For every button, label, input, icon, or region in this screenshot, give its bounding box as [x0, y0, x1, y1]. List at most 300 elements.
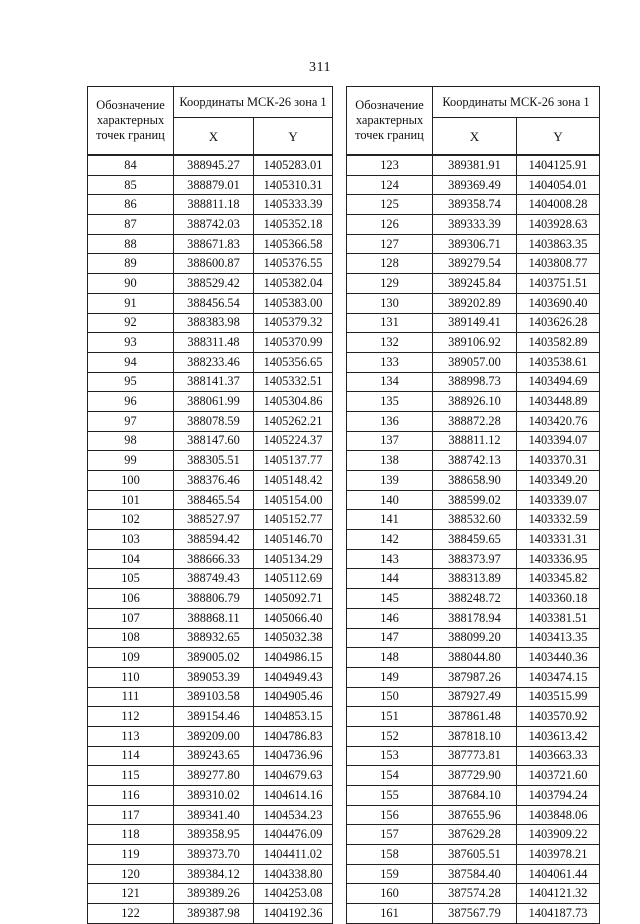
table-row [347, 333, 600, 353]
y-coordinate-cell: 1403663.33 [517, 746, 600, 766]
page-number: 311 [309, 60, 331, 75]
table-row [88, 569, 333, 589]
point-number-cell: 138 [347, 451, 433, 471]
x-coordinate-cell: 388806.79 [174, 589, 254, 609]
x-coordinate-cell: 388666.33 [174, 549, 254, 569]
y-coordinate-cell: 1404192.36 [254, 904, 333, 924]
point-number-cell: 84 [88, 155, 174, 175]
y-coordinate-cell: 1405137.77 [254, 451, 333, 471]
y-coordinate-cell: 1404338.80 [254, 864, 333, 884]
point-number-cell: 120 [88, 864, 174, 884]
y-column-header: Y [517, 118, 600, 156]
x-coordinate-cell: 389277.80 [174, 766, 254, 786]
point-number-cell: 159 [347, 864, 433, 884]
point-number-cell: 115 [88, 766, 174, 786]
y-coordinate-cell: 1403808.77 [517, 254, 600, 274]
x-coordinate-cell: 388248.72 [433, 589, 517, 609]
x-coordinate-cell: 388141.37 [174, 372, 254, 392]
y-coordinate-cell: 1405066.40 [254, 608, 333, 628]
y-coordinate-cell: 1403370.31 [517, 451, 600, 471]
point-number-cell: 96 [88, 392, 174, 412]
x-coordinate-cell: 387861.48 [433, 707, 517, 727]
x-coordinate-cell: 388459.65 [433, 530, 517, 550]
x-coordinate-cell: 388926.10 [433, 392, 517, 412]
point-number-cell: 129 [347, 274, 433, 294]
y-coordinate-cell: 1404187.73 [517, 904, 600, 924]
y-coordinate-cell: 1404679.63 [254, 766, 333, 786]
point-number-cell: 98 [88, 431, 174, 451]
x-coordinate-cell: 387574.28 [433, 884, 517, 904]
point-number-cell: 126 [347, 215, 433, 235]
table-row [88, 805, 333, 825]
point-number-cell: 91 [88, 293, 174, 313]
x-coordinate-cell: 389005.02 [174, 648, 254, 668]
table-row [347, 805, 600, 825]
point-number-cell: 132 [347, 333, 433, 353]
y-coordinate-cell: 1405379.32 [254, 313, 333, 333]
table-row [88, 786, 333, 806]
point-number-cell: 137 [347, 431, 433, 451]
point-number-cell: 116 [88, 786, 174, 806]
x-coordinate-cell: 388811.12 [433, 431, 517, 451]
x-coordinate-cell: 387567.79 [433, 904, 517, 924]
point-number-cell: 107 [88, 608, 174, 628]
point-number-cell: 102 [88, 510, 174, 530]
x-coordinate-cell: 389381.91 [433, 155, 517, 175]
y-coordinate-cell: 1403863.35 [517, 234, 600, 254]
x-coordinate-cell: 388044.80 [433, 648, 517, 668]
point-number-cell: 161 [347, 904, 433, 924]
x-coordinate-cell: 387629.28 [433, 825, 517, 845]
y-coordinate-cell: 1405283.01 [254, 155, 333, 175]
point-number-cell: 152 [347, 726, 433, 746]
point-number-cell: 151 [347, 707, 433, 727]
x-coordinate-cell: 387987.26 [433, 667, 517, 687]
x-coordinate-cell: 387584.40 [433, 864, 517, 884]
y-coordinate-cell: 1403474.15 [517, 667, 600, 687]
y-coordinate-cell: 1403909.22 [517, 825, 600, 845]
table-row [88, 707, 333, 727]
table-row [347, 411, 600, 431]
table-row [347, 786, 600, 806]
y-coordinate-cell: 1405154.00 [254, 490, 333, 510]
table-row [88, 825, 333, 845]
x-coordinate-cell: 388658.90 [433, 471, 517, 491]
x-coordinate-cell: 387927.49 [433, 687, 517, 707]
x-coordinate-cell: 389384.12 [174, 864, 254, 884]
point-number-cell: 145 [347, 589, 433, 609]
table-row [347, 667, 600, 687]
y-coordinate-cell: 1404476.09 [254, 825, 333, 845]
x-coordinate-cell: 389279.54 [433, 254, 517, 274]
point-number-cell: 94 [88, 352, 174, 372]
point-number-cell: 112 [88, 707, 174, 727]
x-coordinate-cell: 388532.60 [433, 510, 517, 530]
y-coordinate-cell: 1405383.00 [254, 293, 333, 313]
point-number-cell: 146 [347, 608, 433, 628]
point-number-cell: 149 [347, 667, 433, 687]
table-row [347, 845, 600, 865]
table-row [88, 293, 333, 313]
x-coordinate-cell: 388178.94 [433, 608, 517, 628]
y-coordinate-cell: 1405262.21 [254, 411, 333, 431]
y-coordinate-cell: 1403448.89 [517, 392, 600, 412]
x-coordinate-cell: 389106.92 [433, 333, 517, 353]
y-coordinate-cell: 1405134.29 [254, 549, 333, 569]
x-coordinate-cell: 389358.74 [433, 195, 517, 215]
x-coordinate-cell: 389209.00 [174, 726, 254, 746]
x-coordinate-cell: 388868.11 [174, 608, 254, 628]
point-number-cell: 139 [347, 471, 433, 491]
table-row [347, 864, 600, 884]
table-row [88, 864, 333, 884]
point-number-cell: 125 [347, 195, 433, 215]
point-number-cell: 103 [88, 530, 174, 550]
table-row [347, 726, 600, 746]
y-coordinate-cell: 1404061.44 [517, 864, 600, 884]
table-body-right [347, 155, 600, 923]
point-number-cell: 127 [347, 234, 433, 254]
table-row [347, 293, 600, 313]
y-coordinate-cell: 1405304.86 [254, 392, 333, 412]
coordinates-table-left [87, 86, 333, 924]
table-row [347, 392, 600, 412]
table-row [88, 313, 333, 333]
y-coordinate-cell: 1404736.96 [254, 746, 333, 766]
y-coordinate-cell: 1403570.92 [517, 707, 600, 727]
point-number-cell: 141 [347, 510, 433, 530]
point-number-cell: 157 [347, 825, 433, 845]
x-coordinate-cell: 388945.27 [174, 155, 254, 175]
point-number-cell: 148 [347, 648, 433, 668]
y-coordinate-cell: 1404121.32 [517, 884, 600, 904]
point-number-cell: 131 [347, 313, 433, 333]
table-row [347, 490, 600, 510]
point-number-cell: 140 [347, 490, 433, 510]
table-row [88, 549, 333, 569]
x-coordinate-cell: 388061.99 [174, 392, 254, 412]
x-coordinate-cell: 389245.84 [433, 274, 517, 294]
point-number-cell: 121 [88, 884, 174, 904]
y-coordinate-cell: 1405352.18 [254, 215, 333, 235]
table-row [88, 411, 333, 431]
point-number-cell: 133 [347, 352, 433, 372]
y-coordinate-cell: 1404853.15 [254, 707, 333, 727]
table-row [88, 274, 333, 294]
x-coordinate-cell: 389373.70 [174, 845, 254, 865]
point-number-cell: 156 [347, 805, 433, 825]
x-coordinate-cell: 388383.98 [174, 313, 254, 333]
x-coordinate-cell: 389149.41 [433, 313, 517, 333]
y-coordinate-cell: 1405146.70 [254, 530, 333, 550]
table-row [347, 215, 600, 235]
point-number-cell: 114 [88, 746, 174, 766]
table-row [88, 746, 333, 766]
point-designation-header: Обозначение характерных точек границ [88, 87, 174, 156]
table-row [347, 234, 600, 254]
table-row [88, 175, 333, 195]
point-number-cell: 90 [88, 274, 174, 294]
point-number-cell: 110 [88, 667, 174, 687]
y-coordinate-cell: 1403381.51 [517, 608, 600, 628]
y-coordinate-cell: 1405366.58 [254, 234, 333, 254]
coordinates-group-header: Координаты МСК-26 зона 1 [174, 87, 333, 118]
y-coordinate-cell: 1403349.20 [517, 471, 600, 491]
y-coordinate-cell: 1403613.42 [517, 726, 600, 746]
table-row [88, 904, 333, 924]
x-coordinate-cell: 389333.39 [433, 215, 517, 235]
y-coordinate-cell: 1403626.28 [517, 313, 600, 333]
point-number-cell: 143 [347, 549, 433, 569]
y-coordinate-cell: 1405332.51 [254, 372, 333, 392]
table-row [88, 766, 333, 786]
y-coordinate-cell: 1405333.39 [254, 195, 333, 215]
y-coordinate-cell: 1403413.35 [517, 628, 600, 648]
table-row [88, 510, 333, 530]
x-coordinate-cell: 389306.71 [433, 234, 517, 254]
point-number-cell: 136 [347, 411, 433, 431]
x-coordinate-cell: 389057.00 [433, 352, 517, 372]
x-coordinate-cell: 388749.43 [174, 569, 254, 589]
x-coordinate-cell: 389358.95 [174, 825, 254, 845]
x-coordinate-cell: 387655.96 [433, 805, 517, 825]
point-number-cell: 101 [88, 490, 174, 510]
table-row [88, 845, 333, 865]
table-row [347, 471, 600, 491]
x-column-header: X [433, 118, 517, 156]
x-coordinate-cell: 388078.59 [174, 411, 254, 431]
table-row [347, 569, 600, 589]
y-coordinate-cell: 1405382.04 [254, 274, 333, 294]
point-number-cell: 89 [88, 254, 174, 274]
x-coordinate-cell: 388594.42 [174, 530, 254, 550]
table-row [347, 648, 600, 668]
y-coordinate-cell: 1403978.21 [517, 845, 600, 865]
table-row [347, 687, 600, 707]
y-coordinate-cell: 1403420.76 [517, 411, 600, 431]
table-row [88, 687, 333, 707]
x-coordinate-cell: 387773.81 [433, 746, 517, 766]
table-row [347, 825, 600, 845]
y-coordinate-cell: 1405356.65 [254, 352, 333, 372]
point-number-cell: 135 [347, 392, 433, 412]
x-coordinate-cell: 388742.03 [174, 215, 254, 235]
x-coordinate-cell: 388932.65 [174, 628, 254, 648]
point-number-cell: 134 [347, 372, 433, 392]
table-row [347, 274, 600, 294]
y-coordinate-cell: 1404905.46 [254, 687, 333, 707]
y-coordinate-cell: 1404411.02 [254, 845, 333, 865]
point-number-cell: 104 [88, 549, 174, 569]
y-coordinate-cell: 1403794.24 [517, 786, 600, 806]
x-coordinate-cell: 387605.51 [433, 845, 517, 865]
table-row [347, 431, 600, 451]
y-coordinate-cell: 1404253.08 [254, 884, 333, 904]
point-number-cell: 119 [88, 845, 174, 865]
point-number-cell: 95 [88, 372, 174, 392]
x-coordinate-cell: 388527.97 [174, 510, 254, 530]
x-coordinate-cell: 388373.97 [433, 549, 517, 569]
y-coordinate-cell: 1405310.31 [254, 175, 333, 195]
y-coordinate-cell: 1405092.71 [254, 589, 333, 609]
y-coordinate-cell: 1403360.18 [517, 589, 600, 609]
x-coordinate-cell: 388313.89 [433, 569, 517, 589]
x-coordinate-cell: 389389.26 [174, 884, 254, 904]
y-coordinate-cell: 1404534.23 [254, 805, 333, 825]
x-column-header: X [174, 118, 254, 156]
table-row [88, 628, 333, 648]
table-row [88, 372, 333, 392]
table-row [88, 352, 333, 372]
table-row [347, 707, 600, 727]
y-coordinate-cell: 1403582.89 [517, 333, 600, 353]
point-number-cell: 108 [88, 628, 174, 648]
y-coordinate-cell: 1403721.60 [517, 766, 600, 786]
table-row [347, 175, 600, 195]
point-number-cell: 160 [347, 884, 433, 904]
y-coordinate-cell: 1403928.63 [517, 215, 600, 235]
x-coordinate-cell: 388099.20 [433, 628, 517, 648]
table-row [347, 530, 600, 550]
y-coordinate-cell: 1403336.95 [517, 549, 600, 569]
x-coordinate-cell: 388529.42 [174, 274, 254, 294]
y-coordinate-cell: 1403538.61 [517, 352, 600, 372]
table-row [347, 155, 600, 175]
x-coordinate-cell: 388600.87 [174, 254, 254, 274]
x-coordinate-cell: 387818.10 [433, 726, 517, 746]
point-number-cell: 106 [88, 589, 174, 609]
y-coordinate-cell: 1405224.37 [254, 431, 333, 451]
table-row [347, 254, 600, 274]
y-coordinate-cell: 1403751.51 [517, 274, 600, 294]
point-number-cell: 85 [88, 175, 174, 195]
table-row [347, 195, 600, 215]
y-coordinate-cell: 1405152.77 [254, 510, 333, 530]
table-row [88, 392, 333, 412]
table-row [88, 726, 333, 746]
y-coordinate-cell: 1404008.28 [517, 195, 600, 215]
y-coordinate-cell: 1405032.38 [254, 628, 333, 648]
table-body-left [88, 155, 333, 923]
point-number-cell: 147 [347, 628, 433, 648]
point-number-cell: 158 [347, 845, 433, 865]
point-number-cell: 130 [347, 293, 433, 313]
y-coordinate-cell: 1403339.07 [517, 490, 600, 510]
x-coordinate-cell: 388879.01 [174, 175, 254, 195]
y-coordinate-cell: 1404054.01 [517, 175, 600, 195]
table-row [88, 215, 333, 235]
table-row [88, 648, 333, 668]
table-row [347, 884, 600, 904]
table-row [347, 746, 600, 766]
x-coordinate-cell: 389103.58 [174, 687, 254, 707]
y-coordinate-cell: 1403332.59 [517, 510, 600, 530]
table-row [88, 451, 333, 471]
table-row [347, 510, 600, 530]
point-number-cell: 150 [347, 687, 433, 707]
x-coordinate-cell: 387684.10 [433, 786, 517, 806]
table-row [88, 195, 333, 215]
table-row [88, 431, 333, 451]
table-row [347, 451, 600, 471]
table-row [347, 352, 600, 372]
x-coordinate-cell: 389202.89 [433, 293, 517, 313]
x-coordinate-cell: 388456.54 [174, 293, 254, 313]
x-coordinate-cell: 388742.13 [433, 451, 517, 471]
table-row [347, 608, 600, 628]
table-row [347, 904, 600, 924]
table-row [88, 608, 333, 628]
x-coordinate-cell: 388465.54 [174, 490, 254, 510]
y-coordinate-cell: 1403440.36 [517, 648, 600, 668]
point-number-cell: 142 [347, 530, 433, 550]
point-designation-header: Обозначение характерных точек границ [347, 87, 433, 156]
x-coordinate-cell: 388376.46 [174, 471, 254, 491]
y-coordinate-cell: 1404786.83 [254, 726, 333, 746]
point-number-cell: 111 [88, 687, 174, 707]
point-number-cell: 100 [88, 471, 174, 491]
x-coordinate-cell: 389369.49 [433, 175, 517, 195]
y-column-header: Y [254, 118, 333, 156]
y-coordinate-cell: 1403848.06 [517, 805, 600, 825]
point-number-cell: 122 [88, 904, 174, 924]
y-coordinate-cell: 1404614.16 [254, 786, 333, 806]
y-coordinate-cell: 1405376.55 [254, 254, 333, 274]
x-coordinate-cell: 388998.73 [433, 372, 517, 392]
y-coordinate-cell: 1405148.42 [254, 471, 333, 491]
y-coordinate-cell: 1403494.69 [517, 372, 600, 392]
x-coordinate-cell: 388671.83 [174, 234, 254, 254]
point-number-cell: 153 [347, 746, 433, 766]
x-coordinate-cell: 388872.28 [433, 411, 517, 431]
point-number-cell: 105 [88, 569, 174, 589]
table-row [347, 766, 600, 786]
x-coordinate-cell: 389243.65 [174, 746, 254, 766]
x-coordinate-cell: 388233.46 [174, 352, 254, 372]
table-row [347, 549, 600, 569]
y-coordinate-cell: 1404986.15 [254, 648, 333, 668]
point-number-cell: 144 [347, 569, 433, 589]
point-number-cell: 113 [88, 726, 174, 746]
table-row [88, 471, 333, 491]
point-number-cell: 124 [347, 175, 433, 195]
table-row [347, 372, 600, 392]
point-number-cell: 117 [88, 805, 174, 825]
x-coordinate-cell: 387729.90 [433, 766, 517, 786]
y-coordinate-cell: 1403515.99 [517, 687, 600, 707]
x-coordinate-cell: 389154.46 [174, 707, 254, 727]
y-coordinate-cell: 1405112.69 [254, 569, 333, 589]
y-coordinate-cell: 1403345.82 [517, 569, 600, 589]
point-number-cell: 92 [88, 313, 174, 333]
point-number-cell: 87 [88, 215, 174, 235]
point-number-cell: 93 [88, 333, 174, 353]
y-coordinate-cell: 1403690.40 [517, 293, 600, 313]
x-coordinate-cell: 388147.60 [174, 431, 254, 451]
point-number-cell: 99 [88, 451, 174, 471]
table-row [88, 667, 333, 687]
point-number-cell: 123 [347, 155, 433, 175]
table-row [88, 234, 333, 254]
table-row [347, 589, 600, 609]
x-coordinate-cell: 388599.02 [433, 490, 517, 510]
x-coordinate-cell: 388311.48 [174, 333, 254, 353]
table-row [347, 628, 600, 648]
y-coordinate-cell: 1405370.99 [254, 333, 333, 353]
table-row [88, 333, 333, 353]
x-coordinate-cell: 389053.39 [174, 667, 254, 687]
table-row [88, 589, 333, 609]
